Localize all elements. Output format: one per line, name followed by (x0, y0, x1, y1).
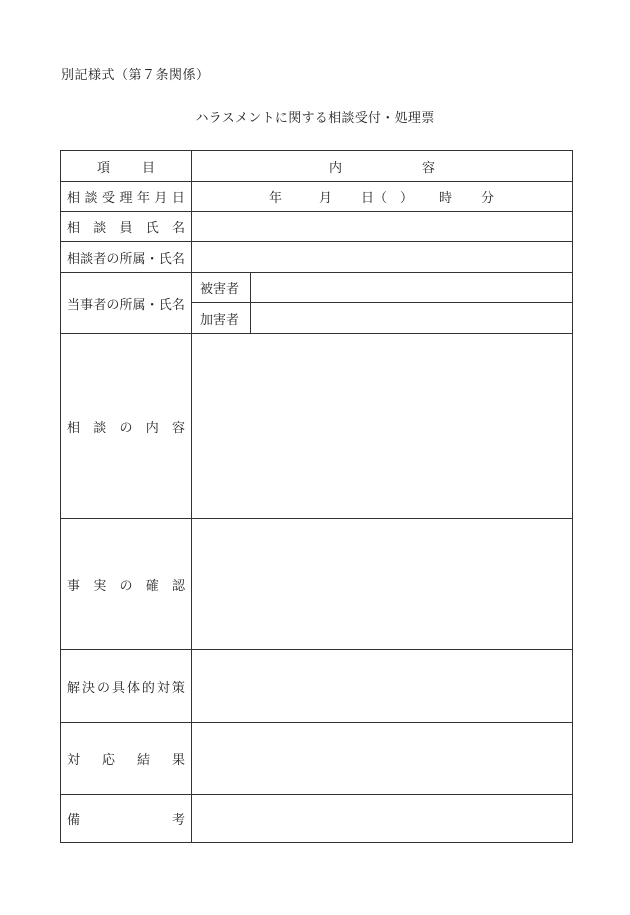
date-year: 年 (269, 191, 283, 206)
victim-row (61, 273, 573, 303)
date-label: 相 談 受 理 年 月 日 (67, 191, 185, 206)
measures-row (61, 650, 573, 723)
measures-input[interactable] (192, 650, 573, 723)
consulter-row (61, 242, 573, 273)
result-row (61, 723, 573, 795)
date-hour: 時 (439, 191, 453, 206)
fact-check-label-cell (61, 519, 192, 650)
fact-check-label: 事 実 の 確 認 (67, 578, 185, 594)
perpetrator-input[interactable] (251, 303, 573, 334)
header-item: 項 目 (97, 160, 155, 176)
result-label: 対 応 結 果 (67, 753, 185, 768)
header-content: 内 容 (328, 160, 436, 176)
date-template (192, 187, 572, 206)
parties-label-cell (61, 273, 192, 334)
consult-content-label-cell (61, 334, 192, 519)
counselor-label-cell (61, 212, 192, 242)
counselor-label: 相 談 員 氏 名 (67, 221, 185, 236)
consult-content-label: 相 談 の 内 容 (67, 420, 185, 436)
header-row (61, 151, 573, 182)
remarks-row (61, 795, 573, 843)
measures-label-cell (61, 650, 192, 723)
fact-check-input[interactable] (192, 519, 573, 650)
remarks-label: 備 考 (67, 813, 185, 828)
consulter-label-cell (61, 242, 192, 273)
header-content-cell (192, 151, 573, 182)
consult-content-input[interactable] (192, 334, 573, 519)
parties-label: 当 事 者 の 所 属 ・ 氏 名 (67, 297, 185, 313)
result-input[interactable] (192, 723, 573, 795)
date-minute: 分 (481, 191, 495, 206)
consulter-input[interactable] (192, 242, 573, 273)
date-label-cell (61, 182, 192, 212)
consulter-label: 相 談 者 の 所 属 ・ 氏 名 (67, 251, 185, 267)
form-label: 別記様式（第７条関係） (61, 68, 210, 83)
victim-label: 被害者 (192, 273, 251, 303)
perpetrator-label: 加害者 (192, 303, 251, 334)
fact-check-row (61, 519, 573, 650)
date-row (61, 182, 573, 212)
consult-content-row (61, 334, 573, 519)
date-month: 月 (319, 191, 333, 206)
date-day: 日（ ） (361, 191, 414, 206)
remarks-label-cell (61, 795, 192, 843)
victim-input[interactable] (251, 273, 573, 303)
counselor-input[interactable] (192, 212, 573, 242)
header-item-cell (61, 151, 192, 182)
consultation-form-table (60, 150, 573, 843)
date-input-cell[interactable] (192, 182, 573, 212)
measures-label: 解 決 の 具 体 的 対 策 (67, 680, 185, 696)
document-title: ハラスメントに関する相談受付・処理票 (195, 111, 435, 126)
counselor-row (61, 212, 573, 242)
remarks-input[interactable] (192, 795, 573, 843)
result-label-cell (61, 723, 192, 795)
